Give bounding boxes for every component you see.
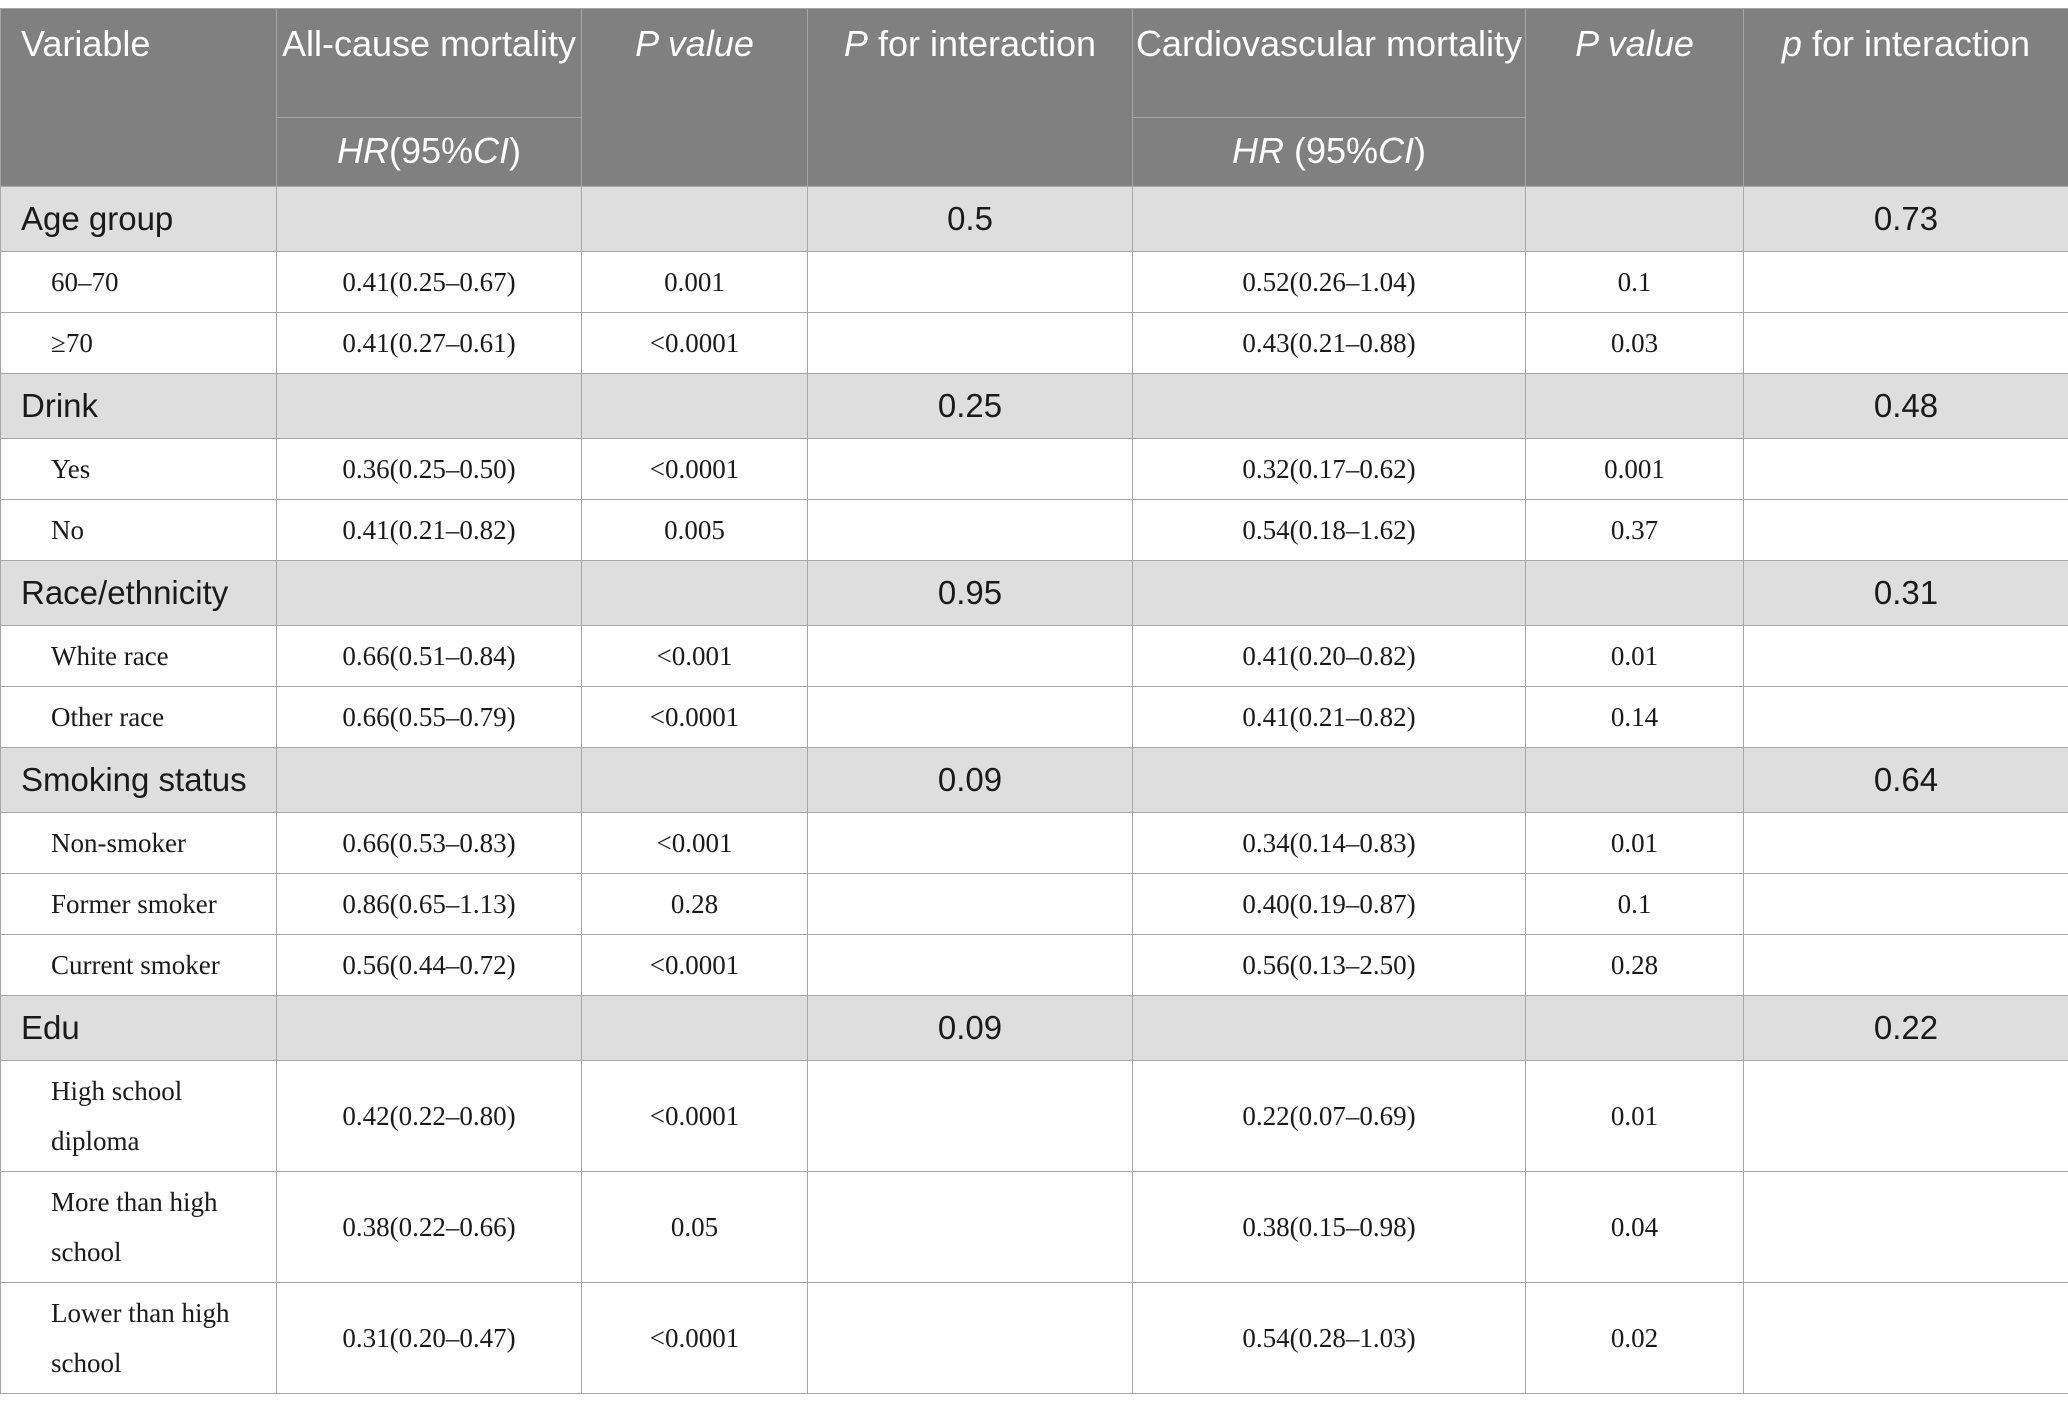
p-value-cardio: 0.01	[1526, 813, 1744, 874]
table-row	[1, 1061, 2068, 1172]
row-label: Current smoker	[1, 935, 277, 996]
p-value-cardio: 0.1	[1526, 874, 1744, 935]
hr-all-cause: 0.56(0.44–0.72)	[277, 935, 582, 996]
subgroup-hazard-table	[0, 8, 2068, 1394]
row-label: Other race	[1, 687, 277, 748]
row-label: High school diploma	[1, 1061, 277, 1172]
p-value-all-cause: <0.0001	[582, 1061, 808, 1172]
p-interaction-all-cause: 0.25	[808, 374, 1133, 439]
table-header	[1, 9, 2068, 187]
header-p-value-cardio: P value	[1526, 9, 1744, 187]
hr-cardio: 0.52(0.26–1.04)	[1133, 252, 1526, 313]
p-value-cardio: 0.1	[1526, 252, 1744, 313]
row-label: 60–70	[1, 252, 277, 313]
hr-all-cause: 0.86(0.65–1.13)	[277, 874, 582, 935]
p-interaction-cardio: 0.48	[1744, 374, 2068, 439]
header-variable: Variable	[1, 9, 277, 187]
p-value-all-cause: <0.0001	[582, 313, 808, 374]
hr-all-cause: 0.66(0.51–0.84)	[277, 626, 582, 687]
p-value-all-cause: 0.005	[582, 500, 808, 561]
table-row	[1, 626, 2068, 687]
hr-all-cause: 0.66(0.55–0.79)	[277, 687, 582, 748]
p-value-all-cause: <0.0001	[582, 687, 808, 748]
p-value-all-cause: <0.0001	[582, 1283, 808, 1394]
table-row	[1, 1172, 2068, 1283]
table-row	[1, 1283, 2068, 1394]
p-value-cardio: 0.04	[1526, 1172, 1744, 1283]
row-label: White race	[1, 626, 277, 687]
group-name: Drink	[1, 374, 277, 439]
row-label: Yes	[1, 439, 277, 500]
table-body	[1, 187, 2068, 1394]
p-value-all-cause: <0.0001	[582, 935, 808, 996]
header-cardiovascular-mortality: Cardiovascular mortality	[1133, 9, 1526, 118]
p-value-cardio: 0.28	[1526, 935, 1744, 996]
row-label: Former smoker	[1, 874, 277, 935]
p-value-cardio: 0.03	[1526, 313, 1744, 374]
row-label: Lower than high school	[1, 1283, 277, 1394]
header-hr-ci-cardio: HR (95%CI)	[1133, 118, 1526, 187]
hr-cardio: 0.32(0.17–0.62)	[1133, 439, 1526, 500]
p-value-all-cause: <0.001	[582, 626, 808, 687]
p-value-cardio: 0.14	[1526, 687, 1744, 748]
p-value-cardio: 0.02	[1526, 1283, 1744, 1394]
hr-cardio: 0.54(0.18–1.62)	[1133, 500, 1526, 561]
hr-cardio: 0.54(0.28–1.03)	[1133, 1283, 1526, 1394]
p-value-all-cause: 0.28	[582, 874, 808, 935]
header-p-value-all-cause: P value	[582, 9, 808, 187]
table-row	[1, 439, 2068, 500]
hr-cardio: 0.41(0.21–0.82)	[1133, 687, 1526, 748]
p-interaction-cardio: 0.31	[1744, 561, 2068, 626]
table-row	[1, 935, 2068, 996]
p-value-all-cause: <0.001	[582, 813, 808, 874]
group-row	[1, 996, 2068, 1061]
hr-cardio: 0.22(0.07–0.69)	[1133, 1061, 1526, 1172]
hr-cardio: 0.40(0.19–0.87)	[1133, 874, 1526, 935]
table-container	[0, 8, 2068, 1394]
hr-all-cause: 0.41(0.25–0.67)	[277, 252, 582, 313]
hr-cardio: 0.56(0.13–2.50)	[1133, 935, 1526, 996]
table-row	[1, 252, 2068, 313]
header-p-interaction-cardio: p for interaction	[1744, 9, 2068, 187]
p-value-cardio: 0.01	[1526, 1061, 1744, 1172]
table-row	[1, 313, 2068, 374]
hr-all-cause: 0.66(0.53–0.83)	[277, 813, 582, 874]
hr-all-cause: 0.41(0.21–0.82)	[277, 500, 582, 561]
header-all-cause-mortality: All-cause mortality	[277, 9, 582, 118]
hr-all-cause: 0.31(0.20–0.47)	[277, 1283, 582, 1394]
row-label: No	[1, 500, 277, 561]
header-p-interaction-all-cause: P for interaction	[808, 9, 1133, 187]
hr-cardio: 0.41(0.20–0.82)	[1133, 626, 1526, 687]
p-interaction-all-cause: 0.95	[808, 561, 1133, 626]
group-name: Race/ethnicity	[1, 561, 277, 626]
hr-cardio: 0.43(0.21–0.88)	[1133, 313, 1526, 374]
p-value-all-cause: <0.0001	[582, 439, 808, 500]
group-row	[1, 748, 2068, 813]
row-label: More than high school	[1, 1172, 277, 1283]
hr-cardio: 0.34(0.14–0.83)	[1133, 813, 1526, 874]
p-value-cardio: 0.01	[1526, 626, 1744, 687]
p-interaction-all-cause: 0.09	[808, 748, 1133, 813]
header-hr-ci-all-cause: HR(95%CI)	[277, 118, 582, 187]
hr-cardio: 0.38(0.15–0.98)	[1133, 1172, 1526, 1283]
p-value-all-cause: 0.05	[582, 1172, 808, 1283]
group-name: Age group	[1, 187, 277, 252]
hr-all-cause: 0.36(0.25–0.50)	[277, 439, 582, 500]
p-value-cardio: 0.001	[1526, 439, 1744, 500]
p-interaction-cardio: 0.22	[1744, 996, 2068, 1061]
p-interaction-all-cause: 0.5	[808, 187, 1133, 252]
group-name: Smoking status	[1, 748, 277, 813]
hr-all-cause: 0.38(0.22–0.66)	[277, 1172, 582, 1283]
hr-all-cause: 0.41(0.27–0.61)	[277, 313, 582, 374]
group-row	[1, 187, 2068, 252]
table-row	[1, 874, 2068, 935]
table-row	[1, 813, 2068, 874]
row-label: ≥70	[1, 313, 277, 374]
row-label: Non-smoker	[1, 813, 277, 874]
p-interaction-all-cause: 0.09	[808, 996, 1133, 1061]
group-row	[1, 561, 2068, 626]
hr-all-cause: 0.42(0.22–0.80)	[277, 1061, 582, 1172]
p-interaction-cardio: 0.64	[1744, 748, 2068, 813]
group-name: Edu	[1, 996, 277, 1061]
p-value-all-cause: 0.001	[582, 252, 808, 313]
p-value-cardio: 0.37	[1526, 500, 1744, 561]
group-row	[1, 374, 2068, 439]
table-row	[1, 500, 2068, 561]
table-row	[1, 687, 2068, 748]
p-interaction-cardio: 0.73	[1744, 187, 2068, 252]
